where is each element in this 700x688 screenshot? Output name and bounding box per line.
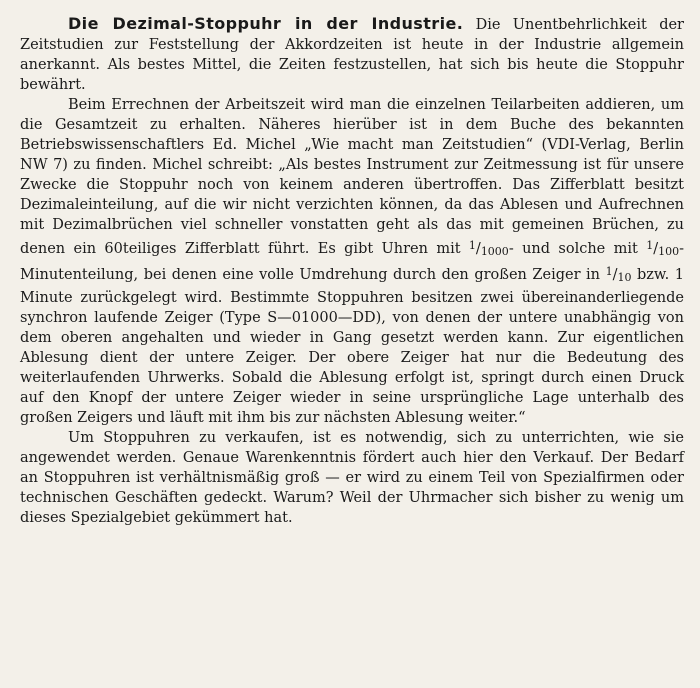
paragraph-1	[20, 14, 684, 95]
fraction-denominator: 100	[658, 244, 680, 258]
paragraph-2: Beim Errechnen der Arbeitszeit wird man die einzelnen Teilarbeiten addieren, um die Gesamtzeit zu erhalten. Näheres hierüber ist in dem Buche des bekannten Betriebswissenschaftlers Ed. Michel „Wie macht man Zeitstudien“ (VDI-Verlag, Berlin NW 7) zu finden. Michel schreibt: „Als bestes Instrument zur Zeitmessung ist für unsere Zwecke die Stoppuhr noch von keinem anderen übertroffen. Das Zifferblatt besitzt Dezimaleinteilung, auf die wir nicht verzichten können, da das Ablesen und Aufrechnen mit Dezimalbrüchen viel schneller vonstatten geht als das mit gemeinen Brüchen, zu denen ein 60teiliges Zifferblatt führt. Es gibt Uhren mit $^1/_{1000}-$ und solche mit $^1/_{100}$-Minutenteilung, bei denen eine volle Umdrehung durch den großen Zeiger in $^1/_{10}$ bzw. 1 Minute zurückgelegt wird. Bestimmte Stoppuhren besitzen zwei übereinanderliegende synchron laufende Zeiger (Type S—01000—DD), von denen der untere unabhängig von dem oberen angehalten und wieder in Gang gesetzt werden kann. Zur eigentlichen Ablesung dient der untere Zeiger. Der obere Zeiger hat nur die Bedeutung des weiterlaufenden Uhrwerks. Sobald die Ablesung erfolgt ist, springt durch einen Druck auf den Knopf der untere Zeiger wieder in seine ursprüngliche Lage unterhalb des großen Zeigers und läuft mit ihm bis zur nächsten Ablesung weiter.“	[20, 97, 685, 426]
fraction-numerator: 1	[646, 238, 654, 252]
fraction-numerator: 1	[605, 264, 613, 278]
fraction-denominator: 1000	[480, 244, 509, 258]
paragraph-2-text-d: bzw. 1 Minute zurückgelegt wird. Bestimmte Stoppuhren besitzen zwei übereinanderliegende synchron laufende Zeiger (Type S—01000—DD), von denen der untere unabhängig von dem oberen angehalten und wieder in Gang gesetzt werden kann. Zur eigentlichen Ablesung dient der untere Zeiger. Der obere Zeiger hat nur die Bedeutung des weiterlaufenden Uhrwerks. Sobald die Ablesung erfolgt ist, springt durch einen Druck auf den Knopf der untere Zeiger wieder in seine ursprüngliche Lage unterhalb des großen Zeigers und läuft mit ihm bis zur nächsten Ablesung weiter.“	[20, 266, 684, 426]
paragraph-3-text: Um Stoppuhren zu verkaufen, ist es notwendig, sich zu unterrichten, wie sie angewendet werden. Genaue Warenkenntnis fördert auch hier den Verkauf. Der Bedarf an Stoppuhren ist verhältnismäßig groß — er wird zu einem Teil von Spezialfirmen oder technischen Geschäften gedeckt. Warum? Weil der Uhrmacher sich bisher zu wenig um dieses Spezialgebiet gekümmert hat.	[20, 429, 684, 527]
paragraph-3	[20, 428, 684, 528]
paragraph-2-text-a: Beim Errechnen der Arbeitszeit wird man die einzelnen Teilarbeiten addieren, um die Gesamtzeit zu erhalten. Näheres hierüber ist in dem Buche des bekannten Betriebswissenschaftlers Ed. Michel „Wie macht man Zeitstudien“ (VDI-Verlag, Berlin NW 7) zu finden. Michel schreibt: „Als bestes Instrument zur Zeitmessung ist für unsere Zwecke die Stoppuhr noch von keinem anderen übertroffen. Das Zifferblatt besitzt Dezimaleinteilung, auf die wir nicht verzichten können, da das Ablesen und Aufrechnen mit Dezimalbrüchen viel schneller vonstatten geht als das mit gemeinen Brüchen, zu denen ein 60teiliges Zifferblatt führt. Es gibt Uhren mit	[20, 97, 684, 257]
article-title: Die Dezimal-Stoppuhr in der Industrie.	[68, 14, 464, 33]
paragraph-2-text-c: -Minutenteilung, bei denen eine volle Umdrehung durch den großen Zeiger in	[20, 240, 685, 283]
fraction-denominator: 10	[617, 270, 632, 284]
article	[20, 14, 684, 528]
paragraph-2-text-b: - und solche mit	[508, 240, 638, 257]
paragraph-1-text: Die Unentbehrlichkeit der Zeitstudien zur Feststellung der Akkordzeiten ist heute in der Industrie allgemein anerkannt. Als bestes Mittel, die Zeiten festzustellen, hat sich bis heute die Stoppuhr bewährt.	[20, 17, 684, 94]
fraction-numerator: 1	[468, 238, 476, 252]
